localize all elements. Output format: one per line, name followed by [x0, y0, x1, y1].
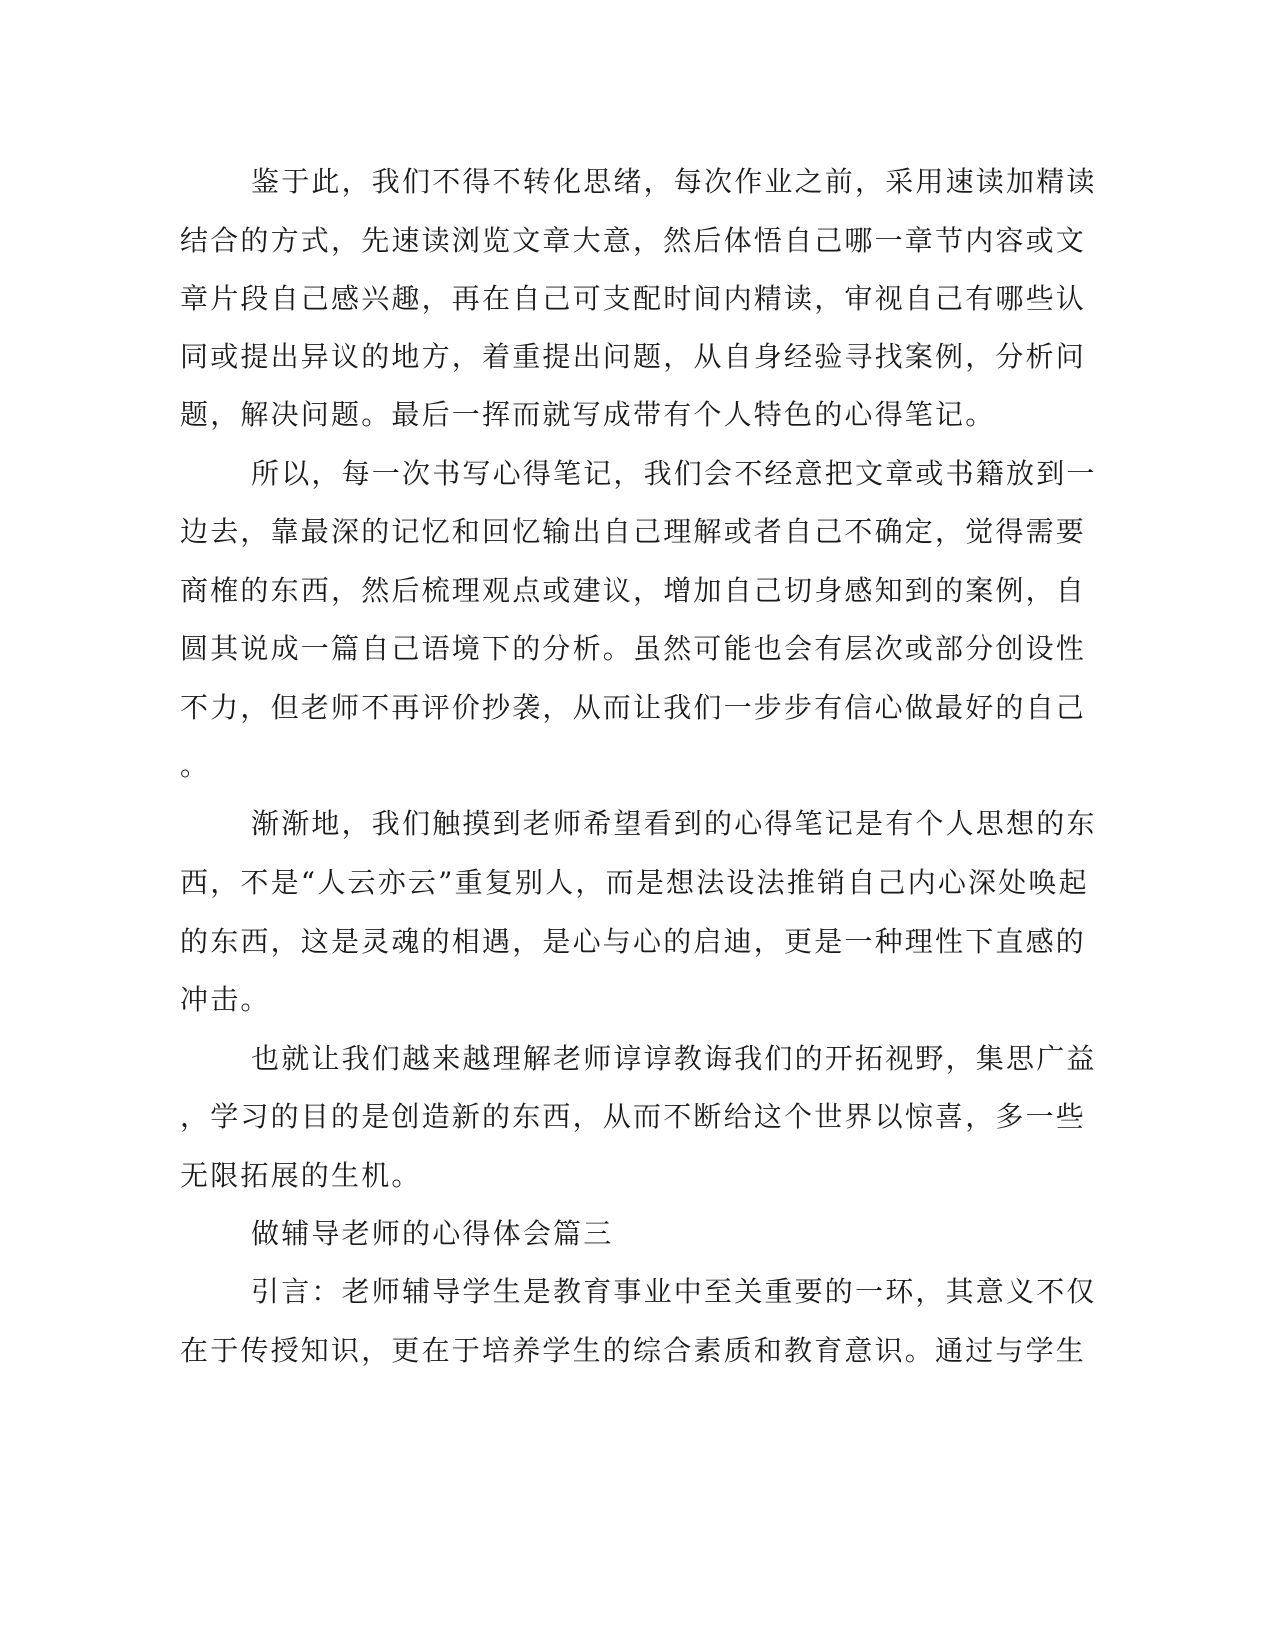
text-line: 在于传授知识，更在于培养学生的综合素质和教育意识。通过与学生 — [180, 1334, 1087, 1367]
text-line: 结合的方式，先速读浏览文章大意，然后体悟自己哪一章节内容或文 — [180, 224, 1087, 257]
text-line: 不力，但老师不再评价抄袭，从而让我们一步步有信心做最好的自己 — [180, 691, 1087, 724]
text-line: 所以，每一次书写心得笔记，我们会不经意把文章或书籍放到一 — [251, 457, 1097, 490]
text-line: 渐渐地，我们触摸到老师希望看到的心得笔记是有个人思想的东 — [251, 807, 1097, 840]
text-line: 题，解决问题。最后一挥而就写成带有个人特色的心得笔记。 — [180, 398, 996, 431]
text-line: 鉴于此，我们不得不转化思绪，每次作业之前，采用速读加精读 — [251, 165, 1097, 198]
text-line: 无限拓展的生机。 — [180, 1159, 422, 1192]
text-line: 的东西，这是灵魂的相遇，是心与心的启迪，更是一种理性下直感的 — [180, 925, 1087, 958]
heading-line: 做辅导老师的心得体会篇三 — [251, 1217, 614, 1250]
text-line: 。 — [180, 749, 211, 782]
text-line: 引言：老师辅导学生是教育事业中至关重要的一环，其意义不仅 — [251, 1275, 1097, 1308]
text-line: 边去，靠最深的记忆和回忆输出自己理解或者自己不确定，觉得需要 — [180, 515, 1087, 548]
text-line: 章片段自己感兴趣，再在自己可支配时间内精读，审视自己有哪些认 — [180, 282, 1087, 315]
text-line: ，学习的目的是创造新的东西，从而不断给这个世界以惊喜，多一些 — [180, 1100, 1087, 1133]
text-line: 西，不是“人云亦云”重复别人，而是想法设法推销自己内心深处唤起 — [180, 866, 1089, 899]
text-line: 冲击。 — [180, 983, 271, 1016]
text-line: 也就让我们越来越理解老师谆谆教诲我们的开拓视野，集思广益 — [251, 1042, 1097, 1075]
text-line: 圆其说成一篇自己语境下的分析。虽然可能也会有层次或部分创设性 — [180, 632, 1087, 665]
document-page — [180, 0, 1097, 1650]
text-line: 同或提出异议的地方，着重提出问题，从自身经验寻找案例，分析问 — [180, 340, 1087, 373]
text-line: 商榷的东西，然后梳理观点或建议，增加自己切身感知到的案例，自 — [180, 574, 1087, 607]
